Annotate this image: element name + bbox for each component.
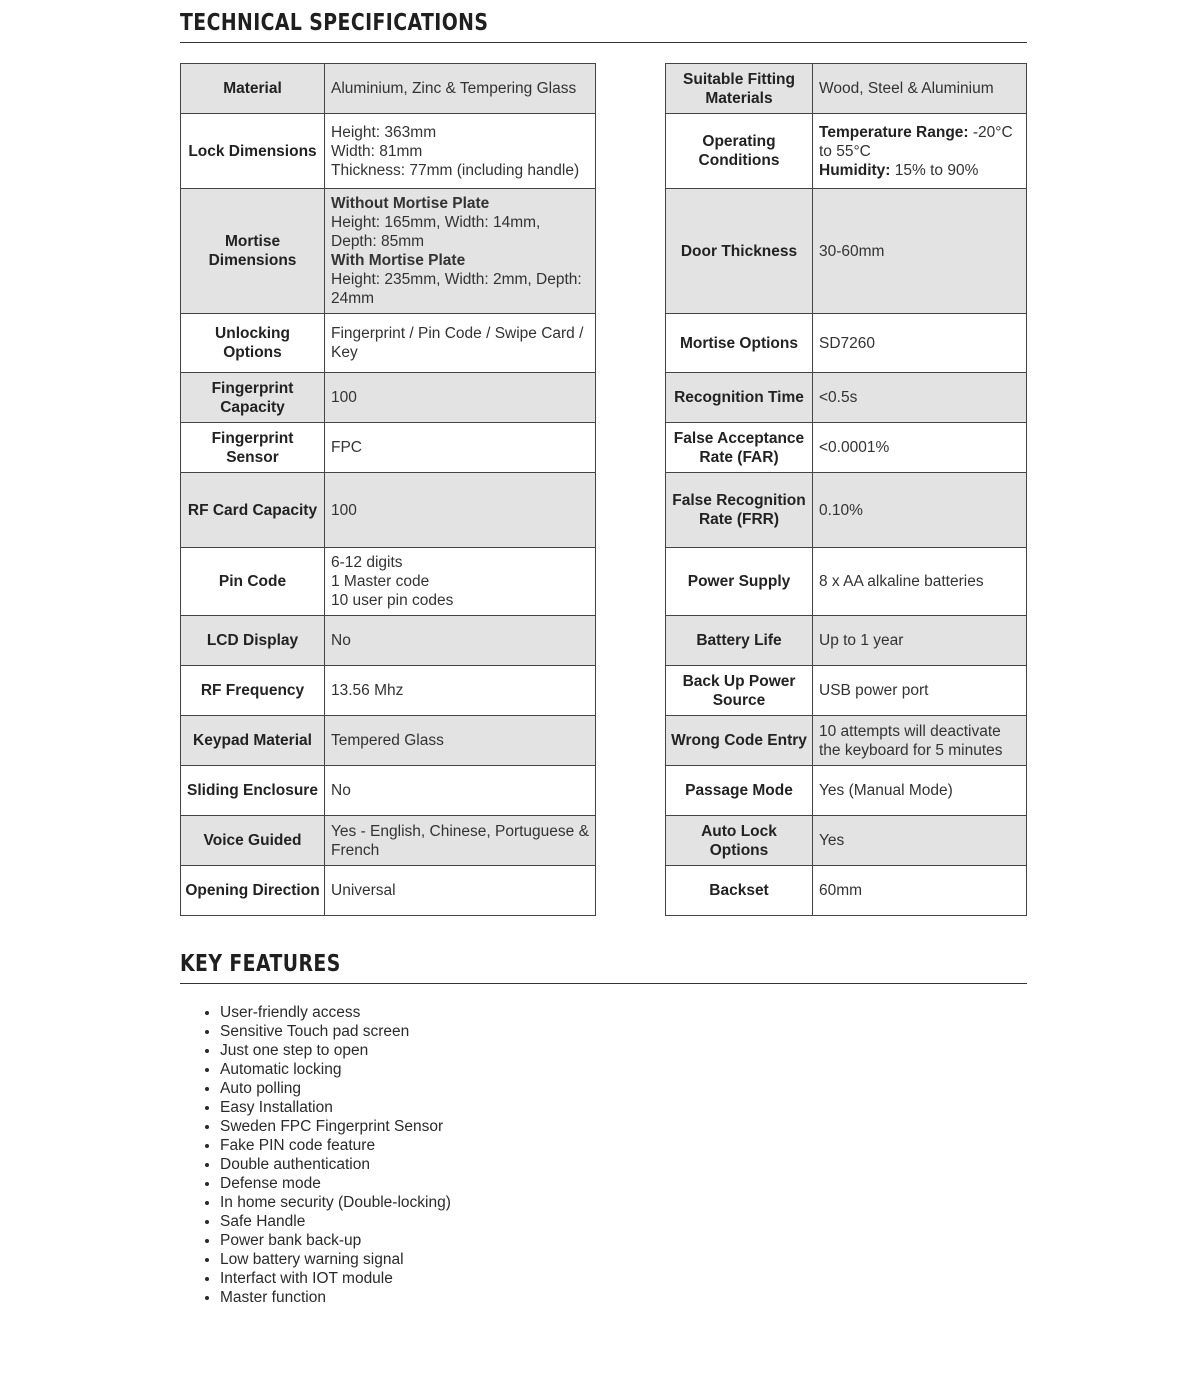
spec-value-line: No — [331, 782, 351, 799]
spec-value — [813, 666, 1027, 716]
spec-label: Backset — [666, 866, 813, 916]
spec-value-key: Temperature Range: — [819, 123, 969, 141]
spec-value — [325, 766, 596, 816]
spec-value-line: Fingerprint / Pin Code / Swipe Card / Key — [331, 325, 584, 361]
spec-value — [813, 473, 1027, 548]
spec-value-line: 10 attempts will deactivate the keyboard for 5 minutes — [819, 722, 1003, 759]
spec-value-text: 15% to 90% — [890, 161, 979, 179]
feature-item: • Easy Installation — [220, 1098, 1020, 1117]
spec-row — [181, 548, 596, 616]
spec-value — [813, 766, 1027, 816]
spec-value-line: USB power port — [819, 682, 929, 699]
spec-row — [181, 716, 596, 766]
spec-value — [325, 716, 596, 766]
spec-value-line: 8 x AA alkaline batteries — [819, 573, 984, 590]
spec-row — [666, 423, 1027, 473]
feature-item: • Interfact with IOT module — [220, 1269, 1020, 1288]
technical-specifications-heading: TECHNICAL SPECIFICATIONS — [180, 10, 489, 36]
spec-label: Battery Life — [666, 616, 813, 666]
spec-label: Door Thickness — [666, 189, 813, 314]
key-features-list — [180, 1003, 1020, 1307]
heading-divider — [180, 42, 1027, 43]
feature-item: • In home security (Double-locking) — [220, 1193, 1020, 1212]
spec-value — [325, 866, 596, 916]
spec-value — [813, 866, 1027, 916]
feature-item: • Safe Handle — [220, 1212, 1020, 1231]
spec-value-line: Yes (Manual Mode) — [819, 782, 953, 799]
spec-label: Auto Lock Options — [666, 816, 813, 866]
spec-label: LCD Display — [181, 616, 325, 666]
spec-value-line: Without Mortise Plate — [331, 195, 490, 212]
spec-row — [666, 114, 1027, 189]
spec-value-line: 30-60mm — [819, 242, 885, 260]
spec-label: Fingerprint Sensor — [181, 423, 325, 473]
spec-row — [181, 766, 596, 816]
spec-value-line: Wood, Steel & Aluminium — [819, 80, 994, 97]
spec-value — [325, 314, 596, 373]
spec-label: Suitable Fitting Materials — [666, 64, 813, 114]
spec-value-line: Yes — [819, 832, 845, 849]
spec-label: Keypad Material — [181, 716, 325, 766]
spec-row — [666, 189, 1027, 314]
spec-label: Wrong Code Entry — [666, 716, 813, 766]
feature-item: • Low battery warning signal — [220, 1250, 1020, 1269]
spec-label: Mortise Dimensions — [181, 189, 325, 314]
spec-value-line: SD7260 — [819, 334, 876, 352]
spec-value-line — [819, 161, 1020, 180]
spec-label: Opening Direction — [181, 866, 325, 916]
spec-value — [325, 816, 596, 866]
spec-value — [813, 373, 1027, 423]
spec-label: Pin Code — [181, 548, 325, 616]
spec-row — [181, 616, 596, 666]
spec-value-key: Humidity: — [819, 161, 891, 179]
spec-label: Back Up Power Source — [666, 666, 813, 716]
spec-value — [813, 189, 1027, 314]
spec-label: RF Card Capacity — [181, 473, 325, 548]
spec-value — [325, 423, 596, 473]
spec-row — [181, 866, 596, 916]
heading-divider — [180, 983, 1027, 984]
spec-row — [181, 114, 596, 189]
spec-value-line: With Mortise Plate — [331, 252, 466, 269]
spec-value — [325, 114, 596, 189]
spec-value-line: 60mm — [819, 882, 863, 899]
spec-row — [181, 423, 596, 473]
spec-row — [666, 766, 1027, 816]
feature-item: • Automatic locking — [220, 1060, 1020, 1079]
spec-value-line: Aluminium, Zinc & Tempering Glass — [331, 80, 577, 97]
spec-label: RF Frequency — [181, 666, 325, 716]
spec-row — [666, 716, 1027, 766]
spec-row — [181, 189, 596, 314]
spec-row — [181, 816, 596, 866]
feature-item: • Power bank back-up — [220, 1231, 1020, 1250]
spec-value — [325, 373, 596, 423]
spec-row — [666, 548, 1027, 616]
specifications-table-right — [665, 63, 1027, 916]
spec-row — [666, 866, 1027, 916]
spec-value — [813, 423, 1027, 473]
spec-value-line: 6-12 digits — [331, 554, 403, 571]
spec-value-line: 13.56 Mhz — [331, 682, 404, 699]
spec-value-line: Height: 363mm — [331, 123, 437, 141]
spec-label: Recognition Time — [666, 373, 813, 423]
spec-row — [666, 314, 1027, 373]
spec-value-line: Universal — [331, 882, 396, 899]
specifications-table-left — [180, 63, 596, 916]
spec-value-line: Height: 165mm, Width: 14mm, Depth: 85mm — [331, 214, 541, 250]
spec-label: Power Supply — [666, 548, 813, 616]
spec-value-line: Thickness: 77mm (including handle) — [331, 161, 580, 179]
feature-item: • Double authentication — [220, 1155, 1020, 1174]
feature-item: • Sensitive Touch pad screen — [220, 1022, 1020, 1041]
spec-value — [813, 114, 1027, 189]
spec-value-line: 100 — [331, 501, 357, 519]
spec-value — [813, 548, 1027, 616]
spec-label: Material — [181, 64, 325, 114]
spec-value-line: 0.10% — [819, 501, 863, 519]
spec-label: Fingerprint Capacity — [181, 373, 325, 423]
spec-row — [666, 666, 1027, 716]
spec-value — [813, 616, 1027, 666]
spec-value-line: 1 Master code — [331, 573, 430, 590]
feature-item: • Fake PIN code feature — [220, 1136, 1020, 1155]
spec-label: Mortise Options — [666, 314, 813, 373]
spec-value — [325, 548, 596, 616]
spec-value-text: -20°C to 55°C — [819, 123, 1013, 160]
spec-value-line: FPC — [331, 439, 362, 456]
spec-value — [325, 473, 596, 548]
spec-label: Lock Dimensions — [181, 114, 325, 189]
spec-value-line: Up to 1 year — [819, 632, 904, 649]
spec-value — [813, 64, 1027, 114]
spec-value — [325, 64, 596, 114]
spec-value — [813, 314, 1027, 373]
spec-value-line — [819, 123, 1020, 161]
spec-row — [181, 373, 596, 423]
spec-label: False Recognition Rate (FRR) — [666, 473, 813, 548]
spec-row — [666, 616, 1027, 666]
spec-value-line: Width: 81mm — [331, 142, 423, 160]
spec-value-line: Yes - English, Chinese, Portuguese & French — [331, 822, 589, 859]
key-features-heading: KEY FEATURES — [180, 951, 341, 977]
spec-value-line: Tempered Glass — [331, 732, 444, 749]
feature-item: • Defense mode — [220, 1174, 1020, 1193]
spec-row — [666, 816, 1027, 866]
spec-label: False Acceptance Rate (FAR) — [666, 423, 813, 473]
feature-item: • User-friendly access — [220, 1003, 1020, 1022]
spec-value-line: Height: 235mm, Width: 2mm, Depth: 24mm — [331, 271, 582, 307]
spec-value — [325, 616, 596, 666]
spec-value-line: 100 — [331, 389, 357, 406]
spec-value-line: No — [331, 632, 351, 649]
feature-item: • Master function — [220, 1288, 1020, 1307]
spec-value — [325, 666, 596, 716]
spec-value — [325, 189, 596, 314]
feature-item: • Just one step to open — [220, 1041, 1020, 1060]
spec-row — [666, 473, 1027, 548]
spec-label: Voice Guided — [181, 816, 325, 866]
spec-label: Passage Mode — [666, 766, 813, 816]
spec-label: Operating Conditions — [666, 114, 813, 189]
spec-row — [181, 64, 596, 114]
spec-row — [181, 314, 596, 373]
spec-label: Sliding Enclosure — [181, 766, 325, 816]
spec-row — [181, 666, 596, 716]
spec-value-line: <0.0001% — [819, 439, 890, 456]
spec-label: Unlocking Options — [181, 314, 325, 373]
spec-value — [813, 816, 1027, 866]
spec-row — [666, 373, 1027, 423]
feature-item: • Sweden FPC Fingerprint Sensor — [220, 1117, 1020, 1136]
spec-value-line: 10 user pin codes — [331, 592, 454, 609]
spec-row — [181, 473, 596, 548]
spec-row — [666, 64, 1027, 114]
spec-value-line: <0.5s — [819, 389, 858, 406]
feature-item: • Auto polling — [220, 1079, 1020, 1098]
spec-value — [813, 716, 1027, 766]
